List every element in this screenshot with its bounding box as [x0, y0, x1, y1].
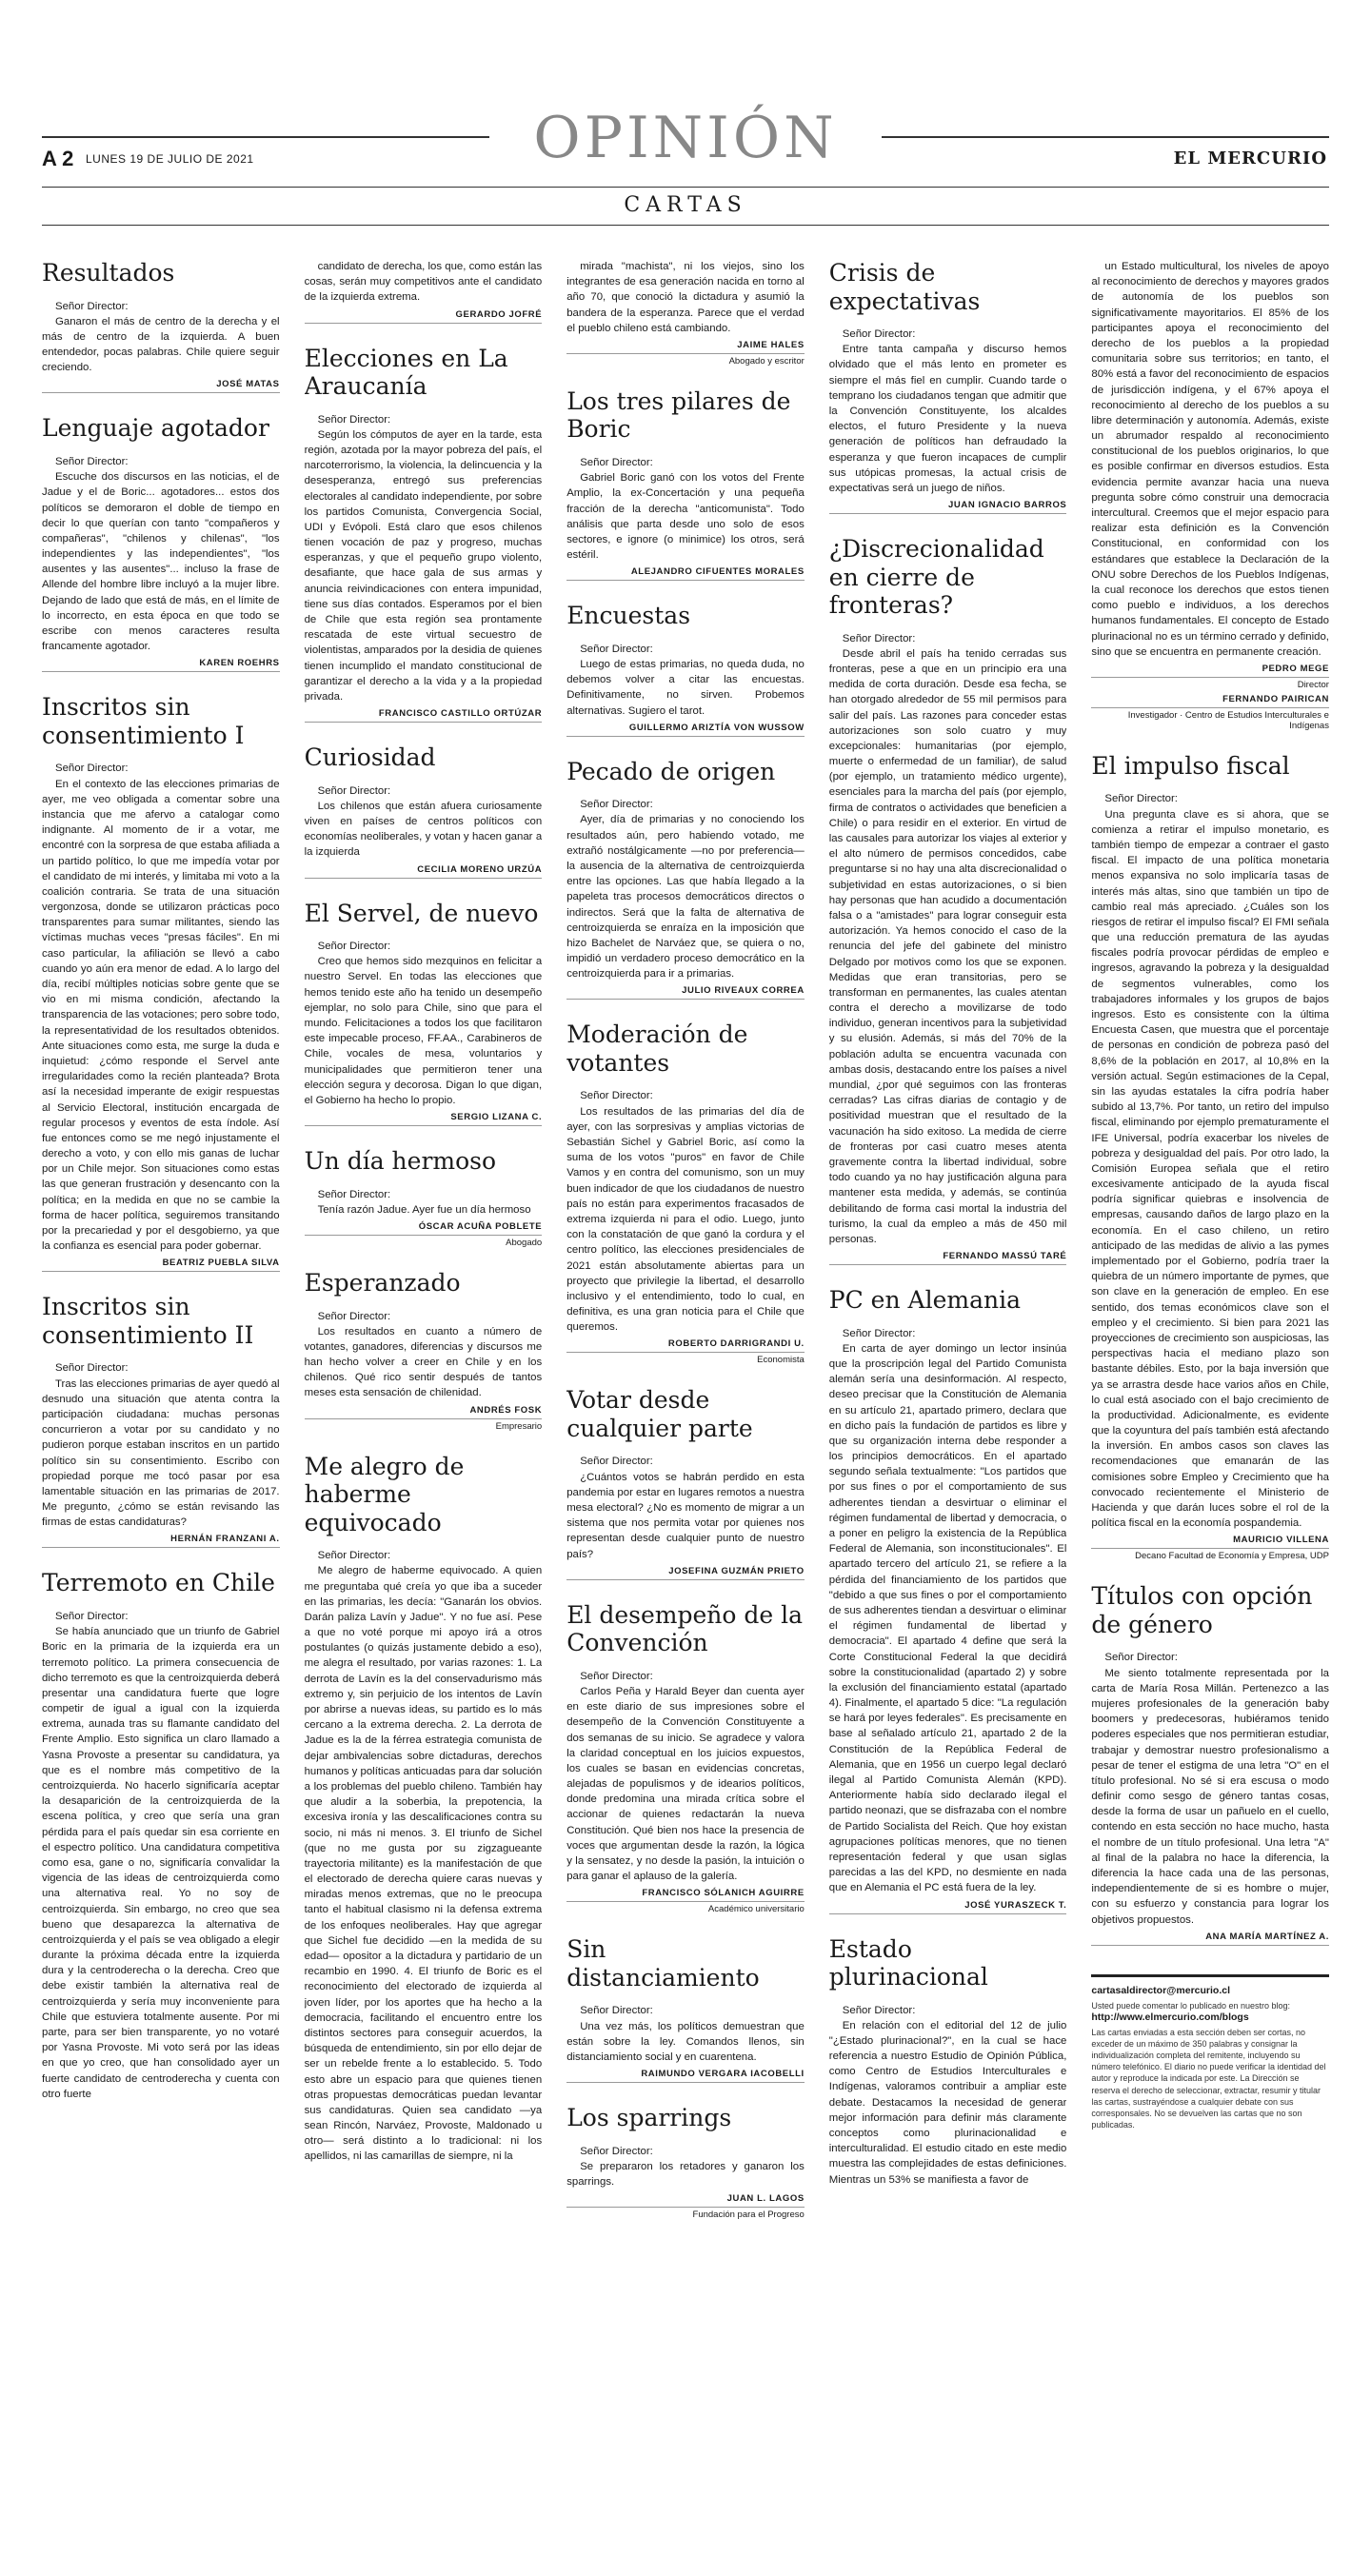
letter [42, 1569, 280, 2102]
letter-salutation: Señor Director: [842, 328, 916, 340]
letter [305, 1269, 543, 1432]
letter-title: Crisis de expectativas [828, 259, 981, 315]
letter-salutation: Señor Director: [842, 2004, 916, 2016]
letter-salutation: Señor Director: [317, 1550, 391, 1562]
letter-title: Elecciones en La Araucanía [304, 344, 508, 401]
section-rule-top [42, 187, 1329, 188]
letter-salutation: Señor Director: [55, 1610, 129, 1622]
letter-title: Esperanzado [304, 1269, 461, 1297]
letter-signature: JOSEFINA GUZMÁN PRIETO [566, 1566, 805, 1580]
letter-body: Los resultados en cuanto a número de votantes, ganadores, diferencias y discursos me han hecho volver a creer en Chile y en los chilenos. Qué rico sentir después de tantos meses esta sensación de chilenidad. [304, 1325, 543, 1399]
letter-body: Tenía razón Jadue. Ayer fue un día hermoso [317, 1203, 531, 1216]
letter-signature: GUILLERMO ARIZTÍA VON WUSSOW [566, 723, 805, 737]
letter-title: Estado plurinacional [828, 1934, 988, 1991]
letter [42, 414, 280, 672]
letter [566, 602, 805, 736]
letters-columns [42, 259, 1329, 2544]
letter-salutation: Señor Director: [580, 456, 653, 468]
letter-body: Me alegro de haberme equivocado. A quien me preguntaba qué creía yo que iba a suceder en las primarias, les decía: "Ganarán los obvios. Darán paliza Lavín y Jadue". Y no fue así. Pese a que no voté porque mi apoyo irá a otros postulantes (o quizás justamente debido a eso), me alegra el resultado, por varias razones: 1. La derrota de Lavín es la del conservadurismo más extremo y, sin perjuicio de los intentos de Lavín por abrirse a nuevas ideas, su partido es lo más cercano a la extrema derecha. 2. La derrota de Jadue es la de la férrea estrategia comunista de dejar ambivalencias sobre dictaduras, derechos humanos y políticas anticuadas para dar solución a los problemas del pueblo chileno. También hay que aludir a la soberbia, la prepotencia, la excesiva ironía y las descalificaciones contra su socio, ni más ni menos. 3. El triunfo de Sichel (que no me gusta por su zigzagueante trayectoria militante) es la manifestación de que el electorado de derecha quiere caras nuevas y miradas menos extremas, que no le preocupa tanto el habitual clasismo ni la defensa extrema de los enfoques neoliberales. Hay que agregar que Sichel fue decidido —en la medida de su edad— opositor a la dictadura y partidario de un recambio en 1990. 4. El triunfo de Boric es el reconocimiento del electorado de izquierda al joven líder, por los aportes que ha hecho a la democracia, facilitando el encuentro entre los distintos sectores para conseguir acuerdos, la búsqueda de entendimiento, sin por ello dejar de ser un rebelde frente a lo establecido. 5. Todo esto abre un espacio para que quienes tienen otras propuestas democráticas puedan levantar sus candidaturas. Quien sea candidato —ya sean Rincón, Narváez, Provoste, Maldonado u otro— será distinto a lo tradicional: ni los apellidos, ni las camarillas de siempre, ni la [304, 1565, 543, 2163]
letter-title: Resultados [42, 259, 175, 287]
letter-body: Entre tanta campaña y discurso hemos olvidado que el más lento en prometer es siempre el más fiel en cumplir. Cuando tarde o temprano los ciudadanos tengan que admitir que la Convención Constituyente, los alcaldes electos, el futuro Presidente y la nueva generación de políticos han defraudado la esperanza y que fueron incapaces de cumplir sus utópicas promesas, la actual crisis de expectativas será un juego de niños. [828, 344, 1067, 494]
letter-signature: JAIME HALES [566, 340, 805, 354]
letter-affiliation: Abogado y escritor [728, 355, 805, 367]
letter-body: Una vez más, los políticos demuestran que están sobre la ley. Comandos llenos, sin distanciamiento social y en cuarentena. [566, 2020, 805, 2063]
letter-body: En carta de ayer domingo un lector insinúa que la proscripción legal del Partido Comunista alemán sería una desinformación. Al respecto, deseo precisar que la Constitución de Alemania en su artículo 21, apartado primero, declara que en dicho país la fundación de partidos es libre y que su organización interna debe responder a los principios democráticos. En el apartado segundo señala textualmente: "Los partidos que por sus fines o por el comportamiento de sus adherentes tiendan a desvirtuar o eliminar el régimen fundamental de libertad y democracia, o a poner en peligro la existencia de la República Federal de Alemania, son inconstitucionales". El apartado tercero del artículo 21, se refiere a la pérdida del financiamiento de los partidos que "debido a que sus fines o por el comportamiento de sus adherentes tiendan a desvirtuar o eliminar el régimen fundamental de libertad y democracia". El apartado 4 define que será la Corte Constitucional Federal la que decidirá sobre la constitucionalidad (apartado 2) y sobre la exclusión del financiamiento estatal (apartado 4). Finalmente, el apartado 5 dice: "La regulación se hará por leyes federales". Es precisamente en base al señalado artículo 21, apartado 2 de la Constitución de la República Federal de Alemania, que en 1956 un cuerpo legal declaró ilegal al Partido Comunista Alemán (KPD). Anteriormente había sido declarado ilegal el partido neonazi, que se disfrazaba con el nombre de Partido Socialista del Reich. Que hoy existan agrupaciones políticas menores, que no tienen representación federal y que usan siglas parecidas a las del KPD, no desmiente en nada que en Alemania el PC está fuera de la ley. [828, 1342, 1067, 1894]
letter-salutation: Señor Director: [317, 1310, 391, 1322]
letter [566, 1935, 805, 2083]
contact-email[interactable]: cartasaldirector@mercurio.cl [1091, 1984, 1231, 1996]
letter-signature: ALEJANDRO CIFUENTES MORALES [566, 566, 805, 581]
letter-title: Los tres pilares de Boric [566, 386, 791, 444]
letter-salutation: Señor Director: [317, 784, 391, 797]
letter-body: Los resultados de las primarias del día de ayer, con las sorpresivas y amplias victorias de Sebastián Sichel y Gabriel Boric, así como la suma de los votos "puros" en favor de Chile Vamos y en contra del comunismo, son un muy buen indicador de que los ciudadanos de nuestro país no están para experimentos fracasados de extrema izquierda ni para el odio. Luego, junto con la constatación de que ganó la cordura y el centro político, las elecciones presidenciales de 2021 están absolutamente abiertas para un proyecto que privilegie la libertad, el desarrollo inclusivo y el entendimiento, todo lo cual, en definitiva, es una gran noticia para el Chile que queremos. [566, 1105, 805, 1334]
letter-salutation: Señor Director: [842, 632, 916, 644]
letter [42, 1293, 280, 1548]
letter-signature: MAURICIO VILLENA [1091, 1535, 1329, 1549]
letter [566, 2104, 805, 2220]
blog-note: Usted puede comentar lo publicado en nuestro blog: [1091, 2000, 1291, 2011]
letter [42, 693, 280, 1272]
letter-body: candidato de derecha, los que, como están las cosas, serán muy competitivos ante el candidato de la izquierda extrema. [304, 261, 543, 304]
letter-affiliation: Economista [757, 1355, 805, 1366]
letter [566, 1386, 805, 1579]
letter-signature: FERNANDO PAIRICAN [1091, 694, 1329, 708]
letter-salutation: Señor Director: [580, 643, 653, 655]
letter [566, 758, 805, 1001]
letter-body: Creo que hemos sido mezquinos en felicitar a nuestro Servel. En todas las elecciones que hemos tenido este año ha tenido un desempeño ejemplar, no solo para Chile, sino que para el mundo. Felicitaciones a todos los que facilitaron este impecable proceso, FF.AA., Carabineros de Chile, vocales de mesa, voluntarios y municipalidades que permitieron tener una elección segura y decorosa. Digan lo que digan, el Gobierno ha hecho lo propio. [304, 956, 543, 1106]
letter [1091, 259, 1329, 731]
letter [305, 1453, 543, 2165]
letter [305, 1147, 543, 1248]
letter-signature: JUAN L. LAGOS [566, 2193, 805, 2208]
letter [829, 259, 1067, 514]
letter-affiliation: Investigador · Centro de Estudios Interculturales e Indígenas [1127, 709, 1329, 731]
letter-body: En el contexto de las elecciones primarias de ayer, me veo obligada a comentar sobre una instancia que me afervo a catalogar como indignante. Al momento de ir a votar, me encontré con la sorpresa de que estaba afiliada a un partido político, lo que me impedía votar por el candidato de mi interés, y limitaba mi voto a la coalición contraria. Se trata de una situación vergonzosa, donde se utilizaron prácticas poco transparentes para sumar militantes, siendo las víctimas muchas veces "presas fáciles". En mi caso particular, la afiliación se llevó a cabo cuando yo aún era menor de edad. A lo largo del día, recibí múltiples noticias sobre gente que se vio en mi misma condición, afectando la transparencia de las votaciones; pero sobre todo, la representatividad de los resultados obtenidos. Ante situaciones como esta, me surge la duda e inquietud: ¿cómo responde el Servel ante irregularidades como la recién planteada? Brota así la necesidad imperante de exigir respuestas al Servicio Electoral, institución encargada de regular procesos y eventos de esta índole. Así fue entonces como se me negó injustamente el derecho a voto, y con ello mis ganas de luchar por un Chile mejor. Son situaciones como estas las que generan frustración y desencanto con la política; en la medida en que no se cambie la forma de hacer política, seguiremos transitando por la precariedad y por el desgobierno, ya que la confianza es esencial para poder gobernar. [42, 778, 280, 1253]
masthead: EL MERCURIO [1173, 149, 1327, 168]
page-number: A 2 [42, 147, 74, 170]
letter [305, 900, 543, 1127]
letter-title: Votar desde cualquier parte [566, 1386, 753, 1442]
letter-body: En relación con el editorial del 12 de julio "¿Estado plurinacional?", en la cual se hace referencia a nuestro Estudio de Opinión Pública, como Centro de Estudios Interculturales e Indígenas, valoramos contribuir a ampliar este debate. Destacamos la necesidad de generar mejor información para definir más claramente conceptos como plurinacionalidad e interculturalidad. El estudio citado en este medio muestra las complejidades de estas definiciones. Mientras un 53% se manifiesta a favor de [828, 2019, 1067, 2186]
letter [305, 345, 543, 723]
letter-title: Sin distanciamiento [566, 1935, 760, 1991]
letter-signature: FRANCISCO SÓLANICH AGUIRRE [566, 1888, 805, 1902]
letter-salutation: Señor Director: [317, 1188, 391, 1200]
letter-title: Pecado de origen [566, 757, 776, 785]
page-title: OPINIÓN [533, 105, 838, 171]
letter [829, 1935, 1067, 2188]
letter-salutation: Señor Director: [580, 1670, 653, 1682]
letter [1091, 1582, 1329, 1945]
letter-body: Tras las elecciones primarias de ayer quedó al desnudo una situación que atenta contra la participación ciudadana: muchas personas concurrieron a votar por su candidato y no pudieron porque estaban inscritos en un partido político sin su consentimiento. Escribo con propiedad porque me tocó pasar por esa lamentable situación en las primarias de 2017. Me pregunto, ¿cómo se están revisando las firmas de estas candidaturas? [42, 1377, 280, 1529]
letter [1091, 752, 1329, 1562]
letter-salutation: Señor Director: [55, 300, 129, 312]
letter-affiliation: Decano Facultad de Economía y Empresa, UDP [1135, 1551, 1329, 1562]
letter-title: Terremoto en Chile [42, 1569, 275, 1597]
letter [42, 259, 280, 393]
letter-body: Ganaron el más de centro de la derecha y el más de centro de la izquierda. A buen entendedor, pocas palabras. Chile quiere seguir creciendo. [42, 315, 280, 374]
letter-affiliation: Abogado [506, 1238, 543, 1248]
letter-signature: RAIMUNDO VERGARA IACOBELLI [566, 2069, 805, 2083]
letter-salutation: Señor Director: [55, 763, 129, 775]
letter-title: Títulos con opción de género [1091, 1582, 1313, 1638]
letter-title: Inscritos sin consentimiento II [42, 1293, 254, 1349]
letter-salutation: Señor Director: [580, 1456, 653, 1468]
letter-signature: FRANCISCO CASTILLO ORTÚZAR [305, 708, 543, 723]
section-rule-bottom [42, 225, 1329, 226]
submission-rules: Las cartas enviadas a esta sección deben ser cortas, no exceder de un máximo de 350 palabras y consignar la individualización completa del remitente, incluyendo su número telefónico. El diario no puede verificar la identidad del autor y reproduce la indicada por este. La Dirección se reserva el derecho de seleccionar, extractar, resumir y titular las cartas, sustrayéndose a cualquier debate con sus corresponsales. No se devuelven las cartas que no son publicadas. [1091, 2027, 1326, 2130]
letter-body: Ayer, día de primarias y no conociendo los resultados aún, pero habiendo votado, me extrañó nostálgicamente —no por preferencia— la ausencia de la alternativa de centroizquierda entre las opciones. Las que había llegado a la papeleta tras procesos democráticos directos o indirectos. Será que la falta de alternativa de centroizquierda se enraíza en la imposición que hizo Bachelet de Narváez que, se quiera o no, impidió un verdadero proceso democrático en la centroizquierda para ir a primarias. [566, 814, 805, 981]
letter-signature: ÓSCAR ACUÑA POBLETE [305, 1221, 543, 1236]
letter-signature: ANA MARÍA MARTÍNEZ A. [1091, 1932, 1329, 1946]
letter [566, 1020, 805, 1365]
column-5 [1091, 259, 1329, 2544]
letter-title: Inscritos sin consentimiento I [42, 693, 245, 749]
letter-salutation: Señor Director: [580, 2005, 653, 2017]
letter-body: Una pregunta clave es si ahora, que se comienza a retirar el impulso monetario, es también tiempo de empezar a contraer el gasto fiscal. El impacto de una política monetaria menos expansiva no solo implicaría tasas de interés más altas, sino que también un tipo de cambio real más apreciado. ¿Cuáles son los riesgos de retirar el impulso fiscal? El FMI señala que una reducción prematura de las ayudas fiscales podría provocar pérdidas de empleo e ingresos, agravando la pobreza y la desigualdad de segmentos vulnerables, como los trabajadores informales y los grupos de bajos ingresos. Esto es consistente con la última Encuesta Casen, que muestra que el porcentaje de personas en condición de pobreza pasó del 8,6% de la población en 2017, al 10,8% en la versión actual. Según estimaciones de la Cepal, sin las ayudas estatales la cifra podría haber subido al 13,7%. Por tanto, un retiro del impulso fiscal, eliminando por ejemplo prematuramente el IFE Universal, podría exacerbar los niveles de pobreza y desigualdad del país. Por otro lado, la Comisión Europea señala que el retiro excesivamente anticipado de la ayuda fiscal podría significar quiebras e insolvencia de empresas, causando daños de largo plazo en la economía. En el caso chileno, un retiro anticipado de las medidas de alivio a las pymes implementado por el Gobierno, podría traer la quiebra de un número importante de pymes, que son clave en la generación de empleo. En ese sentido, dos temas económicos clave son el empleo y el crecimiento. Si bien para 2021 las proyecciones de crecimiento son auspiciosas, las perspectivas hacia el mediano plazo son bastante débiles. Esto, por la baja inversión que ya se arrastra desde hace varios años en Chile, lo cual está asociado con el bajo crecimiento de la productividad. Adicionalmente, es evidente que la coyuntura del país también está afectando la inversión. En ambos casos son claves las recomendaciones que emanarán de las comisiones sobre Empleo y Crecimiento que ha convocado recientemente el Ministerio de Hacienda y que darán luces sobre el rol de la política fiscal en la economía pospandemia. [1091, 808, 1329, 1530]
letter-body: Según los cómputos de ayer en la tarde, esta región, azotada por la mayor pobreza del país, el narcoterrorismo, la violencia, la delincuencia y la desesperanza, entregó sus preferencias electorales al candidato independiente, por sobre los partidos Comunista, Convergencia Social, UDI y Evópoli. Está claro que esos chilenos tienen vocación de paz y progreso, muchas esperanzas, y que el pequeño grupo violento, desafiante, que hace gala de sus armas y anuncia reivindicaciones con entera impunidad, tiene sus días contados. Esperamos por el bien de Chile que esta región sea prontamente rescatada de este virtual secuestro de violentistas, amparados por la desidia de quienes tienen incumplido el mandato constitucional de garantizar el derecho a la vida y a la propiedad privada. [304, 428, 543, 703]
letter [305, 259, 543, 324]
letter-salutation: Señor Director: [317, 413, 391, 426]
letter-salutation: Señor Director: [580, 2145, 653, 2157]
letter-body: Escuche dos discursos en las noticias, el de Jadue y el de Boric... agotadores... estos dos políticos se demoraron el doble de tiempo en decir lo que querían con tanto "compañeros y compañeras", "chilenos y chilenas", "los independientes y las independientes", "los ausentes y las ausentes"... incluso la frase de Allende del hombre libre incluyó a la mujer libre. Dejando de lado que está de más, en el límite de lo incorrecto, en esta época en que todo se escribe con menos caracteres resulta francamente agotador. [42, 471, 280, 653]
letter-body: Carlos Peña y Harald Beyer dan cuenta ayer en este diario de sus impresiones sobre el desempeño de la Convención Constituyente a dos semanas de su inicio. Se agradece y valora la claridad conceptual en los juicios expuestos, los cuales se basan en evidencias concretas, alejadas de populismos y de idearios políticos, donde predomina una mirada crítica sobre el accionar de quienes redactarán la nueva Constitución. Qué bien nos hace la presencia de voces que argumentan desde la razón, la lógica y la sensatez, y no desde la pasión, la intuición o para ganar el aplauso de la galería. [566, 1685, 805, 1883]
letter-affiliation: Director [1297, 679, 1329, 690]
section-title: CARTAS [624, 193, 747, 217]
letter-body: un Estado multicultural, los niveles de apoyo al reconocimiento de derechos y mayores grados de autonomía de los pueblos son significativamente mayoritarios. El 85% de los participantes apoya el reconocimiento del derecho de los pueblos a la propiedad comunitaria sobre sus territorios; en tanto, el 80% está a favor del reconocimiento de espacios de jurisdicción indígena, y el 67% apoya el reconocimiento al derecho de los pueblos a su libre determinación y autonomía. Además, existe un abrumador respaldo al reconocimiento constitucional de los pueblos originarios, lo que es posible confirmar en diversos estudios. Esta evidencia permite avanzar hacia una nueva pregunta sobre cómo construir una democracia intercultural. Creemos que el mejor espacio para realizar esta definición es la Convención Constitucional, en conformidad con los estándares que establece la Declaración de la ONU sobre Derechos de los Pueblos Indígenas, la cual reconoce los derechos que estos tienen como pueblo e individuos, a los derechos humanos fundamentales. El concepto de Estado plurinacional no es un término cerrado y definido, sino que se encuentra en permanente creación. [1091, 261, 1329, 658]
letter-title: El Servel, de nuevo [304, 899, 539, 927]
page-date: LUNES 19 DE JULIO DE 2021 [86, 152, 254, 166]
letter-title: Lenguaje agotador [42, 414, 269, 443]
letter-title: El impulso fiscal [1091, 751, 1290, 780]
letter-title: Un día hermoso [304, 1147, 497, 1176]
column-4 [829, 259, 1067, 2544]
letter-signature: FERNANDO MASSÚ TARÉ [829, 1251, 1067, 1265]
letter-affiliation: Académico universitario [707, 1904, 805, 1915]
letter-salutation: Señor Director: [1104, 1652, 1178, 1664]
letter-signature: SERGIO LIZANA C. [305, 1112, 543, 1126]
letter-signature: PEDRO MEGE [1091, 664, 1329, 678]
letter [305, 743, 543, 878]
letter-salutation: Señor Director: [1104, 793, 1178, 805]
letter-title: Encuestas [566, 602, 691, 630]
letter-title: Moderación de votantes [566, 1020, 748, 1077]
letter-signature: BEATRIZ PUEBLA SILVA [42, 1258, 280, 1272]
column-1 [42, 259, 280, 2544]
page-header [0, 0, 1371, 257]
letter [566, 387, 805, 581]
letter-signature: JOSÉ MATAS [42, 379, 280, 393]
letter-body: Se prepararon los retadores y ganaron los sparrings. [566, 2160, 805, 2188]
letter-title: ¿Discrecionalidad en cierre de fronteras? [828, 535, 1044, 620]
letter-signature: KAREN ROEHRS [42, 658, 280, 672]
letter [566, 1601, 805, 1915]
letter-body: Desde abril el país ha tenido cerradas sus fronteras, pese a que en un principio era una medida de corta duración. Desde esa fecha, se han otorgado alrededor de 55 mil permisos para salir del país. Las razones para conceder estas autorizaciones son solo cuatro y muy excepcionales: humanitarias (por ejemplo, muerte o enfermedad de un familiar), de salud (por ejemplo, un tratamiento médico urgente), esenciales para la marcha del país (por ejemplo, firma de contratos o actividades que beneficien a Chile) o para residir en el exterior. En virtud de las causales para autorizar los viajes al exterior y el alto número de permisos concedidos, cabe preguntarse si no hay una alta discrecionalidad o subjetividad en estas autorizaciones, o si bien hay personas que han acudido a documentación falsa o a "amistades" para lograr conseguir esta autorización. Ya hemos conocido el caso de la renuncia del jefe del gabinete del ministro Delgado por motivos como los que se exponen. Medidas que eran transitorias, pero se transforman en permanentes, las cuales atentan contra el derecho a movilizarse de todo individuo, generan incentivos para la subjetividad y su elusión. Además, si más del 70% de la población adulta se encuentra vacunada con ambas dosis, destacando entre los países a nivel mundial, ¿por qué seguimos con las fronteras cerradas? Las cifras diarias de contagio y de positividad muestran que el resultado de la vacunación ha sido exitoso. La medida de cierre de fronteras por casi cuatro meses atenta gravemente contra la libertad individual, sobre todo cuando ya no hay justificación alguna para mantener esta medida, y además, se continúa debilitando de forma casi mortal la industria del turismo, la cual da empleo a más de 450 mil personas. [828, 647, 1067, 1245]
letter-salutation: Señor Director: [317, 941, 391, 953]
contact-box [1091, 1974, 1329, 2130]
letter [566, 259, 805, 367]
letter-salutation: Señor Director: [580, 1090, 653, 1102]
letter-signature: ANDRÉS FOSK [305, 1405, 543, 1419]
letter-title: Curiosidad [304, 743, 436, 772]
letter-signature: GERARDO JOFRÉ [305, 309, 543, 324]
letter-salutation: Señor Director: [580, 799, 653, 811]
letter-body: Gabriel Boric ganó con los votos del Frente Amplio, la ex-Concertación y una pequeña fracción de la derecha "anticomunista". Todo análisis que parta desde uno solo de esos sectores, e ignore (o minimice) los otros, será estéril. [566, 472, 805, 562]
letter [829, 1286, 1067, 1913]
letter-body: mirada "machista", ni los viejos, sino los integrantes de esa generación nacida en torno al año 70, que conoció la dictadura y asumió la bandera de la esperanza. Parece que el verdad el pueblo chileno está cambiando. [566, 261, 805, 334]
letter [829, 535, 1067, 1265]
letter-body: Se había anunciado que un triunfo de Gabriel Boric en la primaria de la izquierda era un terremoto político. La primera consecuencia de dicho terremoto es que la centroizquierda deberá presentar una candidatura fuerte que logre competir de igual a igual con la izquierda extrema, aunada tras su flamante candidato del Frente Amplio. Esto significa un claro llamado a Yasna Provoste a presentar su candidatura, ya que es el nombre más competitivo de la centroizquierda. No hacerlo significaría aceptar la desaparición de la centroizquierda de la escena política, y creo que sería una gran pérdida para el país quedar sin esa corriente en el espectro político. Una candidatura competitiva como esa, gane o no, significaría convalidar la vigencia de las ideas de centroizquierda como una alternativa real. Yo no soy de centroizquierda. Sin embargo, no creo que sea bueno que desaparezca la alternativa de centroizquierda y el país se vea obligado a elegir durante la próxima década entre la izquierda dura y la centroderecha o la derecha. Creo que debe existir también la alternativa real de centroizquierda y sería muy inconveniente para Chile que estuviera totalmente ausente. Por mi parte, para ser bien transparente, yo no votaré por Yasna Provoste. Mi voto será por las ideas en que yo creo, que han consolidado ayer un fuerte candidato de centroderecha y cuenta con otro fuerte [42, 1626, 280, 2100]
letter-body: Me siento totalmente representada por la carta de María Rosa Millán. Pertenezco a las mujeres profesionales de la generación baby boomers y predecesoras, hubiéramos tenido poderes especiales que nos permitieran estudiar, trabajar y demostrar nuestro profesionalismo a pesar de tener el estigma de una letra "O" en el título profesional. No sé si era escusa o modo definir como sesgo de género tantas cosas, desde la forma de usar un pañuelo en el cuello, contendo en esta sección no hace mucho, hasta el nombre de un título profesional. Una letra "A" al final de la palabra no hace la diferencia, la diferencia la hace cada una de las personas, independientemente de si es hombre o mujer, con su esfuerzo y constancia para lograr los objetivos propuestos. [1091, 1667, 1329, 1926]
letter-signature: ROBERTO DARRIGRANDI U. [566, 1338, 805, 1353]
letter-salutation: Señor Director: [55, 455, 129, 467]
letter-salutation: Señor Director: [842, 1327, 916, 1339]
letter-body: Los chilenos que están afuera curiosamente viven en países de centros políticos con economías neoliberales, y votan y hacen ganar a la izquierda [304, 800, 543, 859]
letter-body: Luego de estas primarias, no queda duda, no debemos volver a citar las encuestas. Definitivamente, no sirven. Probemos alternativas. Sugiero el tarot. [566, 658, 805, 717]
letter-title: Los sparrings [566, 2104, 732, 2132]
letter-signature: HERNÁN FRANZANI A. [42, 1534, 280, 1548]
letter-signature: CECILIA MORENO URZÚA [305, 864, 543, 879]
letter-title: El desempeño de la Convención [566, 1600, 804, 1657]
blog-link[interactable]: http://www.elmercurio.com/blogs [1091, 2011, 1249, 2023]
letter-title: Me alegro de haberme equivocado [304, 1452, 465, 1536]
letter-affiliation: Fundación para el Progreso [692, 2209, 805, 2221]
letter-signature: JULIO RIVEAUX CORREA [566, 985, 805, 1000]
column-2 [305, 259, 543, 2544]
letter-title: PC en Alemania [828, 1286, 1021, 1315]
letter-signature: JOSÉ YURASZECK T. [829, 1900, 1067, 1914]
column-3 [566, 259, 805, 2544]
letter-affiliation: Empresario [495, 1420, 543, 1432]
letter-signature: JUAN IGNACIO BARROS [829, 500, 1067, 514]
letter-body: ¿Cuántos votos se habrán perdido en esta pandemia por estar en lugares remotos a nuestra mesa electoral? ¿No es momento de migrar a un sistema que nos permita votar por quienes nos representan desde cualquier punto de nuestro país? [566, 1471, 805, 1560]
letter-salutation: Señor Director: [55, 1362, 129, 1375]
